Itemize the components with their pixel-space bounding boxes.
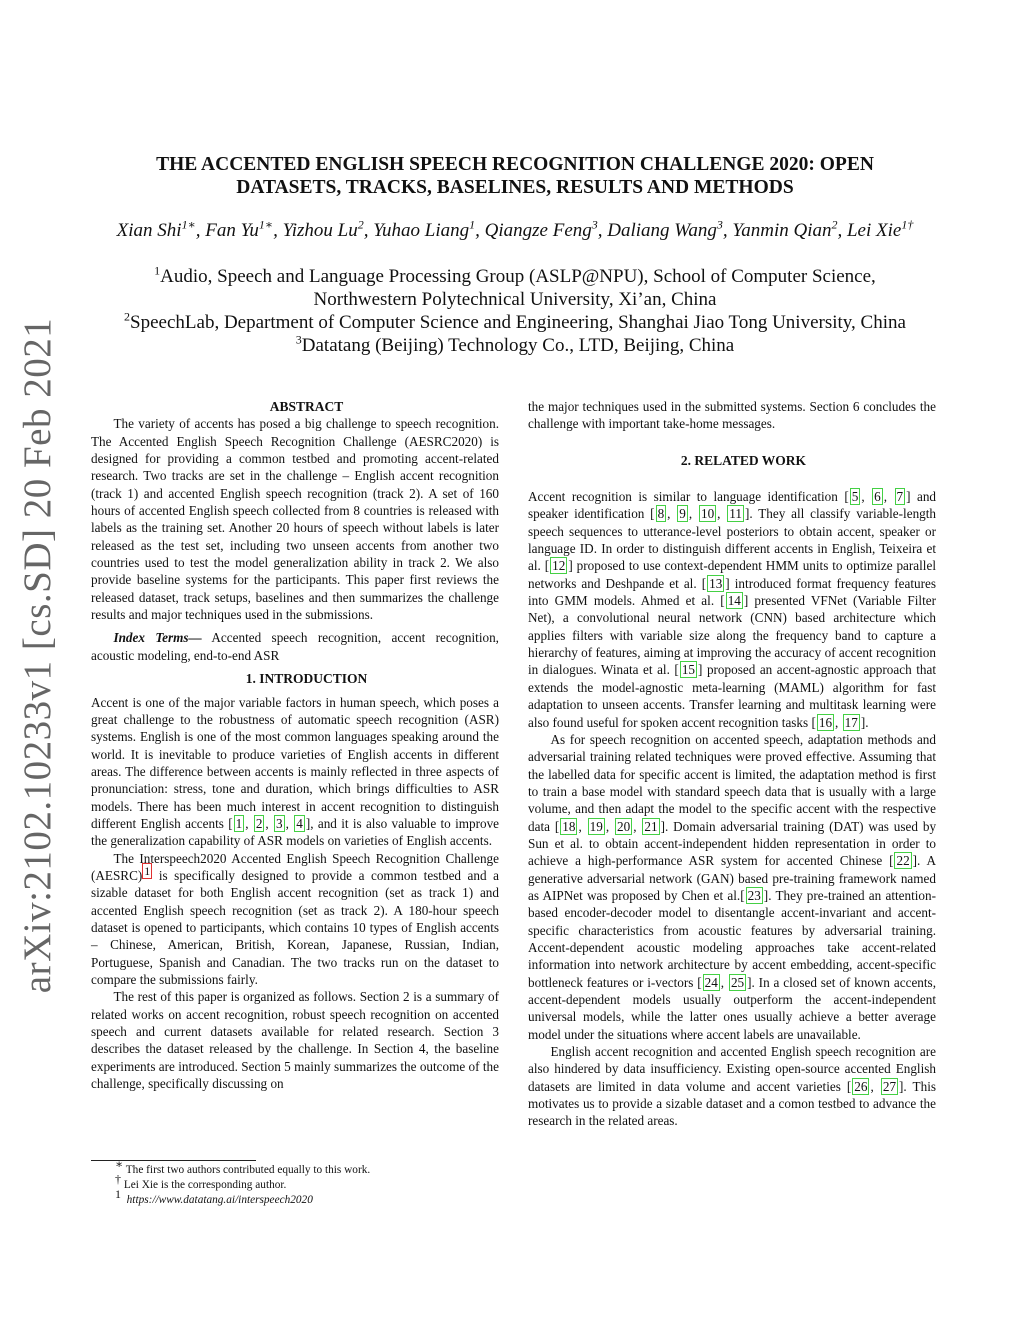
citation-link[interactable]: 6 (874, 489, 881, 505)
citation-link[interactable]: 16 (818, 714, 833, 730)
citation-link[interactable]: 9 (679, 506, 686, 522)
citation-link[interactable]: 25 (730, 974, 745, 990)
title-line-1: THE ACCENTED ENGLISH SPEECH RECOGNITION CHALLENGE 2020: OPEN (156, 154, 874, 175)
citation-link[interactable]: 26 (854, 1078, 868, 1094)
author: Yanmin Qian$^2$ (732, 217, 838, 241)
footnote-equal-contribution: ∗ The first two authors contributed equally to this work. (115, 1157, 371, 1176)
citation-link[interactable]: 5 (851, 489, 859, 505)
author: Daliang Wang$^3$ (607, 217, 723, 241)
intro-heading: 1. INTRODUCTION (245, 671, 368, 687)
citation-link[interactable]: 23 (747, 887, 761, 903)
citation-link[interactable]: 18 (562, 818, 576, 834)
citation-link[interactable]: 15 (681, 662, 696, 678)
related-paragraph-2: As for speech recognition on accented speech, adaptation methods and adversarial training related techniques were proved effective. Assuming that the labelled data for specific accent is limited, the adaptation method is first to train a base model with standard speech data that is usually with a large volume, and then adapt the model to the specific accent with the respective data [ 18 , 19 , 20 , 21 ]. Domain adversarial training (DAT) was used by Sun et al. to obtain accent-independent hidden representation in order to achieve a high-performance ASR system for accented Chinese [ 22 ]. A generative adversarial network (GAN) based pre-training framework named as AIPNet was proposed by Chen et al.[ 23 ]. They pre-trained an attention-based encoder-decoder model to disentangle accent-invariant and accent-specific characteristics from acoustic features by adversarial training. Accent-dependent acoustic modeling approaches take accent-related information into network architecture by accent embedding, accent-specific bottleneck features or i-vectors [ 24 , 25 ]. In a closed set of known accents, accent-dependent models usually outperform the accent-independent universal models, while the latter ones usually achieve a better average model under the situations where accent labels are unavailable. (528, 731, 937, 1042)
footnotes (115, 1157, 505, 1208)
citation-link[interactable]: 17 (844, 714, 858, 730)
citation-link[interactable]: 3 (276, 815, 283, 831)
footnote-corresponding-author: † Lei Xie is the corresponding author. (115, 1172, 287, 1191)
arxiv-id-text: arXiv:2102.10233v1 [cs.SD] 20 Feb 2021 (16, 317, 60, 993)
citation-link[interactable]: 4 (296, 815, 303, 831)
related-work-heading: 2. RELATED WORK (680, 452, 807, 468)
citation-link[interactable]: 8 (657, 506, 665, 522)
footnote-link[interactable]: 1 (144, 863, 151, 878)
related-paragraph-1: Accent recognition is similar to language identification [ 5 , 6 , 7 ] and speaker identification [ 8 , 9 , 10 , 11 ]. They all classify variable-length speech sequences to utterance-level posteriors to obtain accent, speaker or language ID. In order to distinguish different accents in English, Teixeira et al. [ 12 ] proposed to use context-dependent HMM units to optimize parallel networks and Deshpande et al. [ 13 ] introduced format frequency features into GMM models. Ahmed et al. [ 14 ] presented VFNet (Variable Filter Net), a convolutional neural network (CNN) based architecture which applies filters with variable size along the frequency band to capture a hierarchy of features, aiming at improving the accuracy of accent recognition in dialogues. Winata et al. [ 15 ] proposed an accent-agnostic approach that extends the model-agnostic meta-learning (MAML) algorithm for fast adaptation to unseen accents. Transfer learning and multitask learning were also found useful for spoken accent recognition tasks [ 16 , 17 ]. (528, 489, 937, 730)
citation-link[interactable]: 19 (589, 818, 603, 834)
citation-link[interactable]: 2 (255, 815, 263, 831)
intro-paragraph-1: Accent is one of the major variable factors in human speech, which poses a great challenge to the robustness of automatic speech recognition (ASR) systems. English is one of the most common languages speaking around the world. It is inevitable to produce varieties of English accents in different areas. The difference between accents is mainly reflected in three aspects of pronunciation: stress, tone and duration, which brings difficulties to ASR models. There has been much interest in accent recognition to distinguish different English accents [ 1 , 2 , 3 , 4 ], and it is also valuable to improve the generalization capability of ASR models on varieties of English accents. (91, 694, 500, 849)
intro-paragraph-3: The rest of this paper is organized as follows. Section 2 is a summary of related works on accent recognition, robust speech recognition on accented speech and current datasets available for related research. Section 3 describes the dataset released by the challenge. In Section 4, the baseline experiments are introduced. Section 5 mainly summarizes the outcome of the challenge, specifically discussing on (91, 989, 499, 1092)
challenge-url[interactable]: https://www.datatang.ai/interspeech2020 (126, 1194, 313, 1206)
author: Fan $Yu^{1∗}$ (205, 217, 274, 241)
citation-link[interactable]: 27 (882, 1078, 897, 1094)
intro-continuation: the major techniques used in the submitted systems. Section 6 concludes the challenge with important take-home messages. (528, 399, 936, 432)
citation-link[interactable]: 24 (704, 974, 718, 990)
author-list: Xian Shi$^{1∗}$, Fan $Yu^{1∗}$, Yizhou Lu$^2$, Yuhao Liang$^1$, Qiangze Feng$^3$, Daliang Wang$^3$, Yanmin Qian$^2$, Lei Xie$^{1\dagger}$ (116, 217, 914, 241)
paper-title (110, 153, 920, 199)
author: Xian Shi$^{1∗}$ (116, 217, 196, 241)
citation-link[interactable]: 11 (729, 506, 742, 522)
citation-link[interactable]: 14 (727, 593, 741, 609)
affiliation-1-cont: Northwestern Polytechnical University, Xi’an, China (313, 289, 717, 310)
related-paragraph-3: English accent recognition and accented English speech recognition are also hindered by data insufficiency. Existing open-source accented English datasets are limited in data volume and accent varieties [ 26 , 27 ]. This motivates us to provide a sizable dataset and a comon testbed to advance the research in the related areas. (528, 1044, 936, 1129)
citation-link[interactable]: 21 (644, 818, 658, 834)
citation-link[interactable]: 20 (617, 818, 631, 834)
affiliation-3: $^3$Datatang (Beijing) Technology Co., LTD, Beijing, China (295, 332, 735, 356)
affiliations (60, 265, 970, 357)
author: Yuhao Liang$^1$ (373, 217, 476, 241)
citation-link[interactable]: 13 (709, 575, 723, 591)
citation-link[interactable]: 7 (896, 489, 904, 505)
intro-paragraph-2: The Interspeech2020 Accented English Speech Recognition Challenge (AESRC) $^1$ is specifically designed to provide a common testbed and a sizable dataset for both English accent recognition (set as track 1) and accented English speech recognition (set as track 2). A 180-hour speech dataset is opened to participants, which contains 10 types of English accents – Chinese, American, British, Korean, Japanese, Russian, Indian, Portuguese, Spanish and Canadian. The two tracks run on the dataset to compare the submissions fairly. (91, 850, 499, 987)
citation-link[interactable]: 12 (552, 558, 566, 574)
citation-link[interactable]: 1 (235, 815, 243, 831)
author: Yizhou Lu$^2$ (282, 217, 364, 241)
arxiv-identifier (8, 317, 68, 993)
footnote-url: $^1$ https://www.datatang.ai/interspeech2020 (115, 1187, 313, 1206)
author: Qiangze Feng$^3$ (484, 217, 598, 241)
abstract-heading: ABSTRACT (269, 399, 344, 414)
affiliation-2: $^2$SpeechLab, Department of Computer Science and Engineering, Shanghai Jiao Tong University, China (124, 309, 906, 333)
index-terms: Index Terms— Accented speech recognition, accent recognition, acoustic modeling, end-to-end ASR (91, 630, 499, 663)
citation-link[interactable]: 22 (896, 853, 910, 869)
author: Lei Xie$^{1\dagger}$ (846, 217, 914, 241)
left-column (91, 398, 499, 1092)
affiliation-1: $^1$Audio, Speech and Language Processing Group (ASLP@NPU), School of Computer Science, (154, 263, 876, 287)
title-line-2: DATASETS, TRACKS, BASELINES, RESULTS AND METHODS (236, 177, 794, 198)
citation-link[interactable]: 10 (700, 506, 715, 522)
right-column (528, 398, 936, 1130)
abstract-text: The variety of accents has posed a big challenge to speech recognition. The Accented English Speech Recognition Challenge (AESRC2020) is designed for providing a common testbed and promoting accent-related research. Two tracks are set in the challenge – English accent recognition (track 1) and accented English speech recognition (track 2). A set of 160 hours of accented English speech collected from 8 countries is released with labels as the training set. Another 20 hours of speech without labels is later released as the test set, including two unseen accents from another two countries used to test the model generalization ability in track 2. We also provide baseline systems for the participants. This paper first reviews the released dataset, track setups, baselines and then summarizes the challenge results and major techniques used in the submissions. (91, 416, 499, 623)
